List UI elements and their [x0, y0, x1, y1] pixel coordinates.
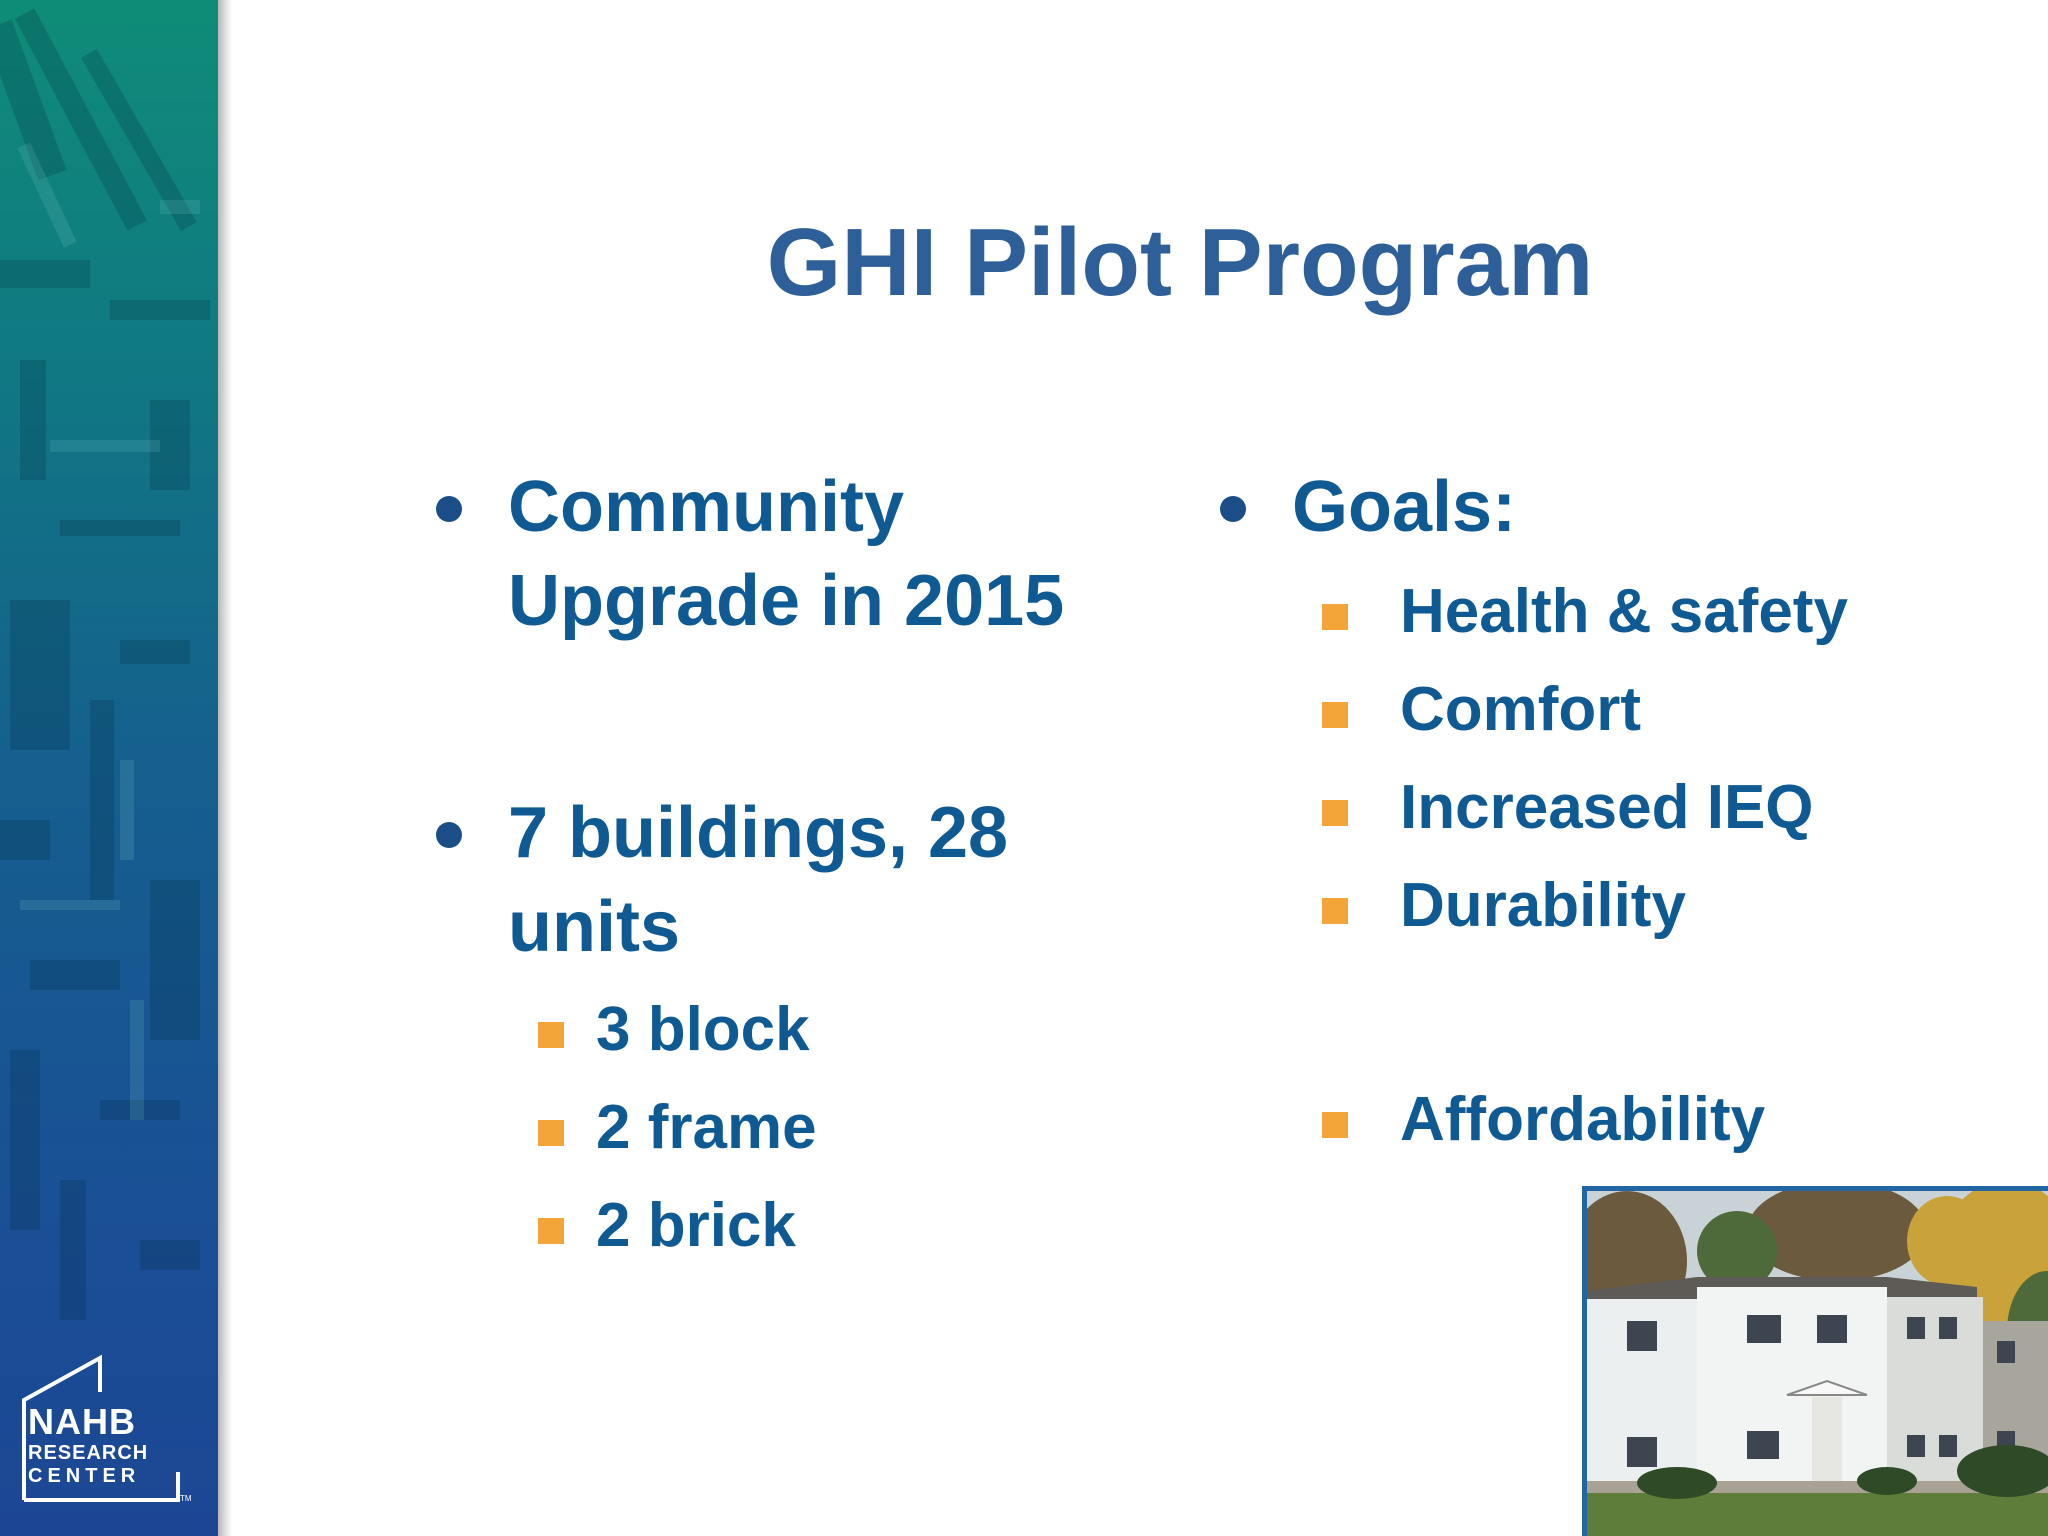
- sub-item-brick: 2 brick: [596, 1191, 796, 1260]
- bullet-dot-icon: [436, 822, 462, 848]
- sub-bullet-square-icon: [538, 1022, 564, 1048]
- bullet-dot-icon: [1220, 496, 1246, 522]
- goal-health-safety: Health & safety: [1400, 577, 1848, 646]
- goals-heading: Goals:: [1292, 467, 1517, 547]
- sidebar-texture: [0, 0, 218, 1536]
- sub-bullet-square-icon: [1322, 898, 1348, 924]
- sidebar-decoration: [0, 0, 218, 1536]
- sub-bullet-square-icon: [538, 1120, 564, 1146]
- logo-trademark: TM: [180, 1494, 192, 1503]
- goal-comfort: Comfort: [1400, 675, 1642, 744]
- slide-title: GHI Pilot Program: [766, 209, 1594, 316]
- sub-bullet-square-icon: [1322, 702, 1348, 728]
- bullet-buildings-line2: units: [508, 887, 680, 967]
- sidebar-shadow: [218, 0, 232, 1536]
- sub-bullet-square-icon: [1322, 1112, 1348, 1138]
- goal-durability: Durability: [1400, 871, 1686, 940]
- logo-nahb-text: NAHB: [28, 1401, 136, 1442]
- logo-research-text: RESEARCH: [28, 1442, 149, 1464]
- sub-bullet-square-icon: [538, 1218, 564, 1244]
- bullet-community-line1: Community: [508, 467, 904, 547]
- sub-item-block: 3 block: [596, 995, 810, 1064]
- building-photo-illustration: [1587, 1191, 2048, 1536]
- goal-affordability: Affordability: [1400, 1085, 1766, 1154]
- building-photo: [1582, 1186, 2048, 1536]
- bullet-dot-icon: [436, 496, 462, 522]
- goal-increased-ieq: Increased IEQ: [1400, 773, 1814, 842]
- bullet-community-line2: Upgrade in 2015: [508, 561, 1065, 641]
- sub-bullet-square-icon: [1322, 604, 1348, 630]
- logo-center-text: CENTER: [28, 1465, 141, 1487]
- sub-bullet-square-icon: [1322, 800, 1348, 826]
- bullet-buildings-line1: 7 buildings, 28: [508, 793, 1009, 873]
- sub-item-frame: 2 frame: [596, 1093, 817, 1162]
